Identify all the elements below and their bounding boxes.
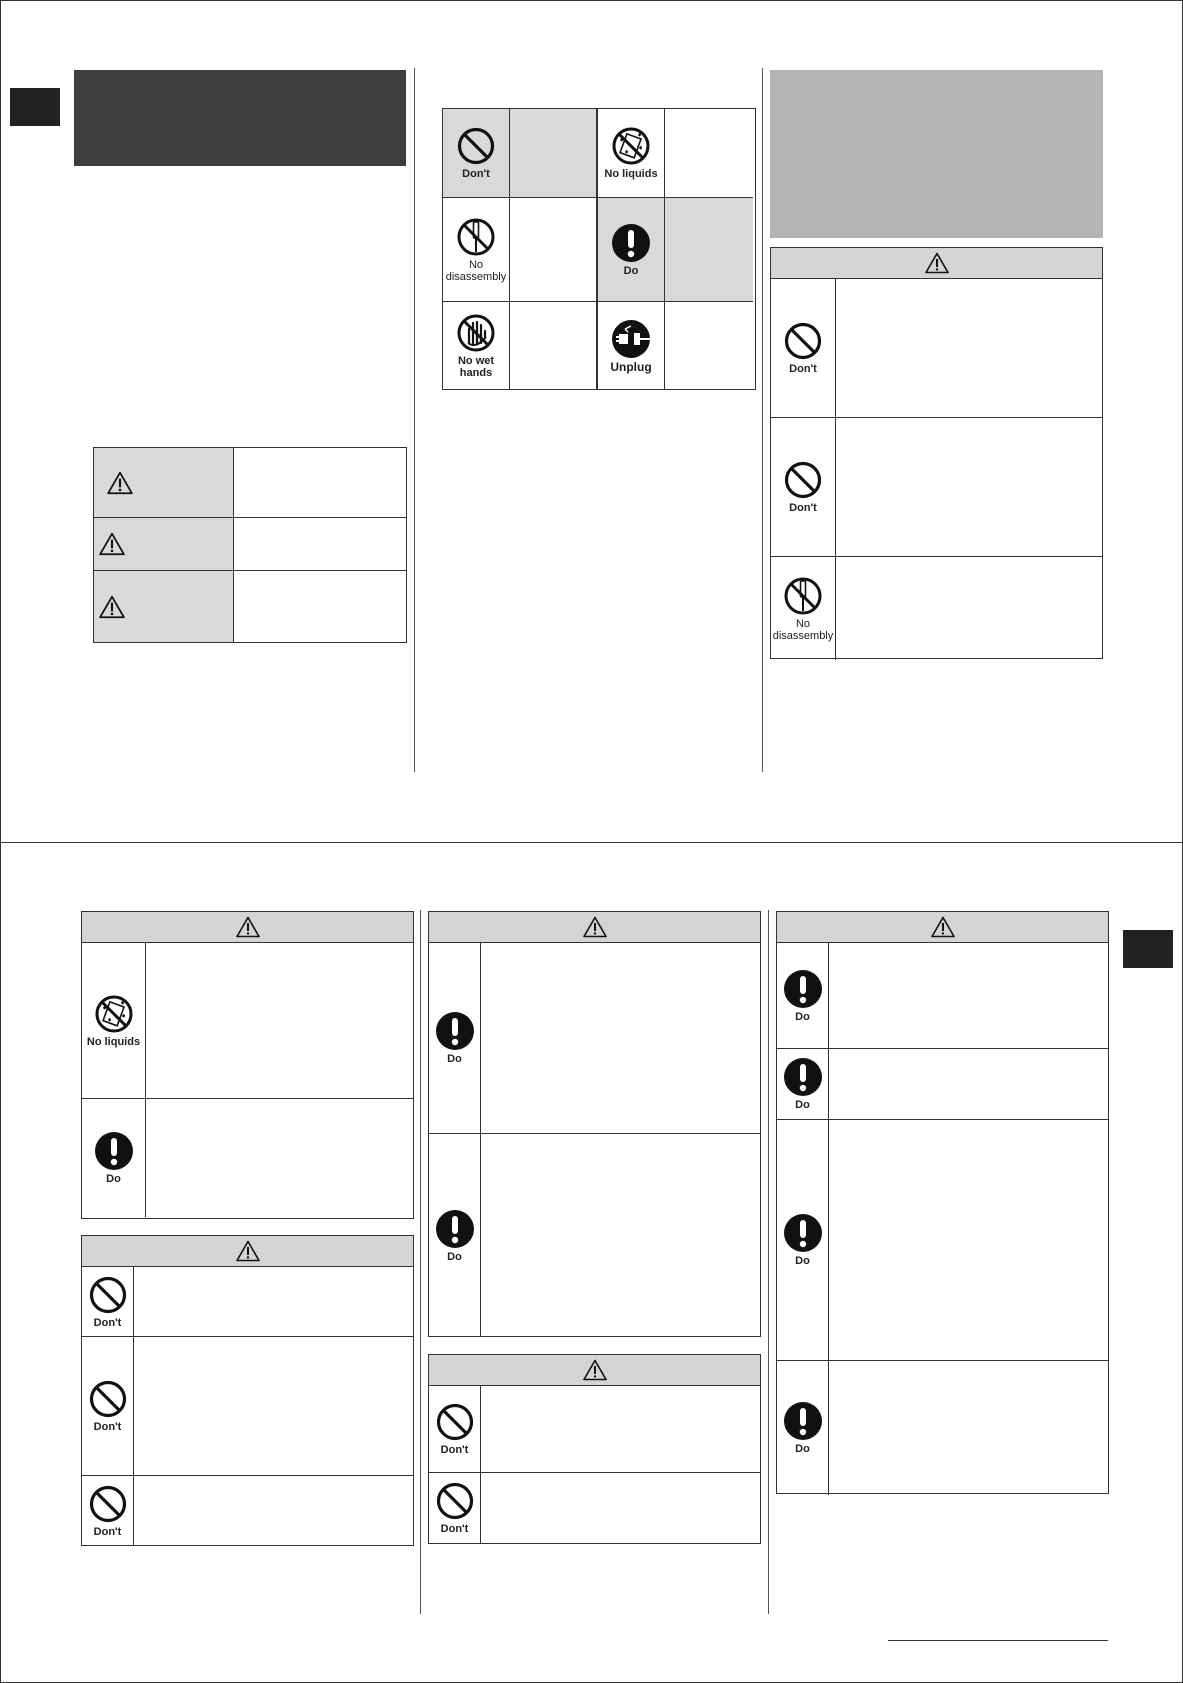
warning-row-icon	[429, 943, 481, 1133]
danger-level-description	[234, 448, 406, 518]
mandatory-icon	[94, 1131, 134, 1171]
warning-row-text	[836, 557, 1102, 660]
symbol-desc-dont	[510, 109, 598, 198]
symbol-desc-no-disassembly	[510, 198, 598, 302]
column-divider	[420, 910, 421, 1614]
prohibition-icon	[456, 126, 496, 166]
warning-row-text	[829, 1049, 1108, 1119]
symbol-desc-unplug	[665, 302, 753, 389]
symbol-label: Don't	[789, 363, 817, 375]
warning-row-icon	[82, 1476, 134, 1545]
warning-triangle-icon	[236, 916, 260, 938]
mandatory-icon	[783, 969, 823, 1009]
warning-row-text	[481, 1386, 760, 1472]
caution-level-cell	[94, 571, 234, 642]
warning-row-text	[836, 279, 1102, 417]
mandatory-icon	[435, 1011, 475, 1051]
warning-triangle-icon	[931, 916, 955, 938]
symbol-label: disassembly	[445, 270, 507, 283]
unplug-icon	[611, 319, 651, 359]
symbol-desc-do	[665, 198, 753, 302]
prohibition-icon	[88, 1275, 128, 1315]
prohibition-icon	[88, 1379, 128, 1419]
symbol-label: No liquids	[604, 168, 658, 180]
warning-row	[429, 1473, 760, 1543]
warning-row-text	[829, 943, 1108, 1048]
warning-row	[82, 1099, 413, 1217]
warning-row-icon	[777, 943, 829, 1048]
warning-table-header	[771, 248, 1102, 279]
warning-row	[771, 557, 1102, 660]
symbol-cell-do	[598, 198, 665, 302]
footer-rule	[888, 1640, 1108, 1641]
warning-level-cell	[94, 518, 234, 571]
no-liquids-icon	[94, 994, 134, 1034]
warning-row-text	[836, 418, 1102, 556]
symbol-desc-no-liquids	[665, 109, 753, 198]
symbol-label: Don't	[93, 1525, 122, 1538]
symbol-label: No wet	[457, 354, 495, 367]
warning-row	[777, 1049, 1108, 1120]
symbol-label: disassembly	[772, 629, 834, 642]
symbol-cell-unplug	[598, 302, 665, 389]
prohibition-icon	[783, 321, 823, 361]
warning-triangle-icon	[99, 532, 125, 556]
prohibition-icon	[783, 460, 823, 500]
warning-table	[776, 911, 1109, 1494]
warning-triangle-icon	[236, 1240, 260, 1262]
warning-row-text	[134, 1337, 413, 1475]
symbol-label: Don't	[789, 502, 817, 514]
mandatory-icon	[611, 223, 651, 263]
warning-row-icon	[82, 1337, 134, 1475]
warning-row-icon	[429, 1473, 481, 1543]
symbol-label: Do	[795, 1010, 810, 1023]
warning-row-icon	[82, 943, 146, 1098]
warning-row	[82, 1476, 413, 1545]
title-box	[74, 70, 406, 166]
warning-row	[777, 1361, 1108, 1495]
symbol-label: Do	[447, 1053, 462, 1065]
mandatory-icon	[783, 1401, 823, 1441]
symbol-label: Do	[795, 1255, 810, 1267]
warning-row	[82, 1267, 413, 1337]
warning-row-text	[829, 1361, 1108, 1495]
warning-row	[777, 943, 1108, 1049]
symbol-label: Don't	[440, 1523, 469, 1535]
warning-row	[771, 279, 1102, 418]
warning-table-header	[82, 912, 413, 943]
warning-row-icon	[777, 1120, 829, 1360]
symbol-label: Do	[795, 1099, 810, 1111]
warning-triangle-icon	[99, 595, 125, 619]
warning-table	[428, 911, 761, 1337]
warning-row-text	[481, 1134, 760, 1337]
notice-box	[770, 70, 1103, 238]
warning-row-text	[146, 943, 413, 1098]
warning-row-text	[134, 1267, 413, 1336]
warning-row	[82, 1337, 413, 1476]
symbol-cell-no-disassembly	[443, 198, 510, 302]
warning-table	[81, 911, 414, 1219]
warning-table-header	[429, 1355, 760, 1386]
warning-row-icon	[771, 557, 836, 660]
section-tab	[10, 88, 60, 126]
caution-level-description	[234, 571, 406, 642]
warning-row-text	[481, 1473, 760, 1543]
warning-row-icon	[82, 1267, 134, 1336]
warning-row-text	[829, 1120, 1108, 1360]
warning-row-icon	[777, 1049, 829, 1119]
warning-row-text	[146, 1099, 413, 1217]
symbol-label: Do	[795, 1443, 810, 1455]
warning-triangle-icon	[107, 471, 133, 495]
mandatory-icon	[783, 1213, 823, 1253]
warning-level-table	[93, 447, 407, 643]
warning-triangle-icon	[583, 1359, 607, 1381]
warning-row	[429, 1134, 760, 1337]
symbol-cell-no-liquids	[598, 109, 665, 198]
warning-row-icon	[429, 1134, 481, 1337]
warning-row	[429, 943, 760, 1134]
warning-row	[777, 1120, 1108, 1361]
symbol-label: Don't	[462, 168, 490, 180]
symbol-label: hands	[459, 366, 493, 379]
warning-row-icon	[82, 1099, 146, 1217]
symbol-desc-no-wet-hands	[510, 302, 598, 389]
symbol-label: Do	[447, 1250, 462, 1263]
warning-row-text	[134, 1476, 413, 1545]
warning-row-text	[481, 943, 760, 1133]
column-divider	[762, 68, 763, 772]
warning-row-icon	[771, 418, 836, 556]
no-liquids-icon	[611, 126, 651, 166]
prohibition-icon	[435, 1402, 475, 1442]
warning-table-header	[429, 912, 760, 943]
warning-table-header	[82, 1236, 413, 1267]
symbol-label: Don't	[93, 1316, 122, 1329]
no-wet-hands-icon	[456, 313, 496, 353]
mandatory-icon	[783, 1057, 823, 1097]
warning-row-icon	[429, 1386, 481, 1472]
symbol-label: Don't	[93, 1421, 122, 1433]
warning-triangle-icon	[925, 252, 949, 274]
prohibition-icon	[435, 1481, 475, 1521]
symbol-label: No liquids	[86, 1035, 141, 1048]
warning-row	[771, 418, 1102, 557]
warning-row	[82, 943, 413, 1099]
mandatory-icon	[435, 1209, 475, 1249]
warning-level-description	[234, 518, 406, 571]
section-tab	[1123, 930, 1173, 968]
symbol-legend-grid	[442, 108, 756, 390]
symbol-label: Don't	[440, 1444, 469, 1456]
warning-row-icon	[777, 1361, 829, 1495]
warning-table	[81, 1235, 414, 1546]
symbol-label: No	[468, 258, 484, 271]
symbol-label: Do	[106, 1173, 121, 1185]
prohibition-icon	[88, 1484, 128, 1524]
no-disassembly-icon	[456, 217, 496, 257]
warning-table	[428, 1354, 761, 1544]
column-divider	[768, 910, 769, 1614]
warning-table	[770, 247, 1103, 659]
warning-row-icon	[771, 279, 836, 417]
warning-table-header	[777, 912, 1108, 943]
warning-row	[429, 1386, 760, 1473]
column-divider	[414, 68, 415, 772]
symbol-label: Unplug	[610, 359, 652, 374]
danger-level-cell	[94, 448, 234, 518]
symbol-label: Do	[623, 264, 639, 277]
symbol-label: No	[795, 617, 811, 630]
symbol-cell-no-wet-hands	[443, 302, 510, 389]
warning-triangle-icon	[583, 916, 607, 938]
no-disassembly-icon	[783, 576, 823, 616]
symbol-cell-dont	[443, 109, 510, 198]
